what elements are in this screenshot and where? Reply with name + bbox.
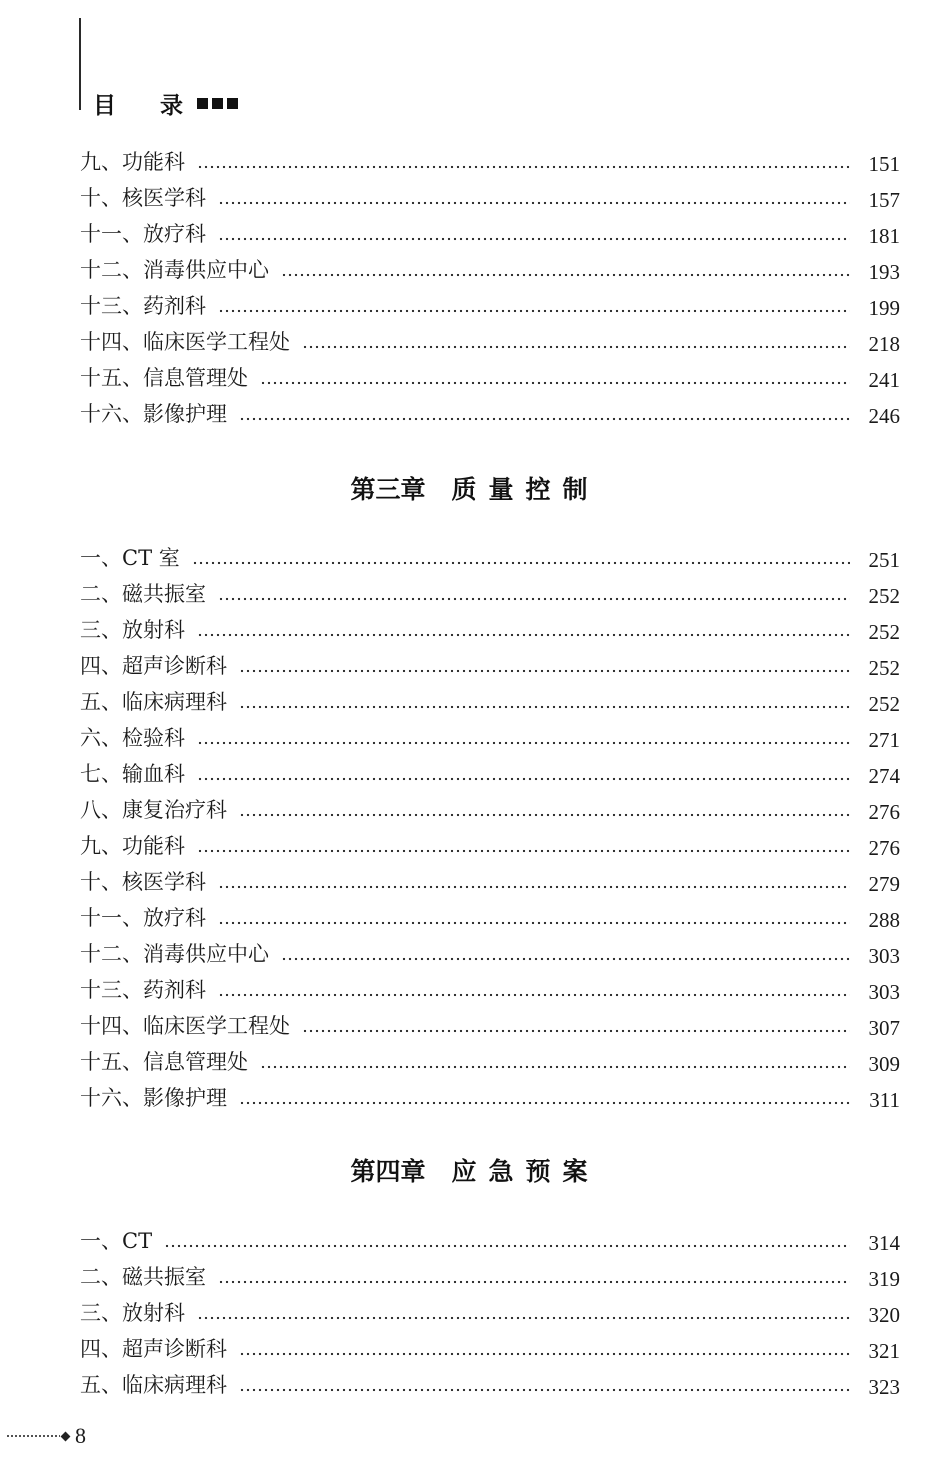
toc-entry-page: 303 [868, 944, 900, 968]
toc-entry-page: 276 [868, 836, 900, 860]
toc-entry [80, 249, 900, 285]
toc-entry [80, 933, 900, 969]
toc-entry-page: 288 [868, 908, 900, 932]
toc-entry-page: 241 [868, 368, 900, 392]
dot-leader [197, 740, 850, 746]
toc-entry [80, 717, 900, 753]
toc-entry [80, 753, 900, 789]
toc-entry-page: 274 [868, 764, 900, 788]
toc-entry-page: 181 [868, 224, 900, 248]
toc-entry [80, 177, 900, 213]
running-head-char-1: 目 [93, 92, 116, 119]
chapter-number: 第三章 [350, 475, 426, 504]
toc-entry [80, 1292, 900, 1328]
toc-entry-page: 321 [868, 1339, 900, 1363]
toc-section-chapter-4 [80, 1220, 900, 1400]
toc-entry [80, 1256, 900, 1292]
dot-leader [218, 920, 850, 926]
dot-leader [239, 812, 850, 818]
toc-entry [80, 573, 900, 609]
toc-entry-page: 279 [868, 872, 900, 896]
toc-entry-label: 十一、放疗科 [80, 222, 206, 246]
toc-entry-label: 九、功能科 [80, 834, 185, 858]
running-head [93, 86, 238, 120]
toc-entry-label: 十六、影像护理 [80, 402, 227, 426]
dot-leader [218, 308, 850, 314]
toc-entry [80, 609, 900, 645]
toc-entry [80, 285, 900, 321]
chapter-heading-3 [0, 470, 950, 506]
toc-entry-label: 六、检验科 [80, 726, 185, 750]
toc-entry [80, 537, 900, 573]
toc-entry-page: 151 [868, 152, 900, 176]
dot-leader [192, 560, 850, 566]
dot-leader [197, 164, 850, 170]
page-number: 8 [75, 1423, 86, 1448]
toc-entry [80, 789, 900, 825]
toc-entry-page: 246 [868, 404, 900, 428]
toc-entry-label: 十三、药剂科 [80, 978, 206, 1002]
chapter-title: 应急预案 [451, 1157, 600, 1186]
page-footer [6, 1422, 86, 1450]
dot-leader [302, 1028, 850, 1034]
toc-entry-page: 252 [868, 620, 900, 644]
toc-entry-label: 十六、影像护理 [80, 1086, 227, 1110]
toc-entry [80, 681, 900, 717]
toc-entry [80, 969, 900, 1005]
toc-entry-label: 十四、临床医学工程处 [80, 1014, 290, 1038]
toc-entry [80, 861, 900, 897]
toc-entry-page: 276 [868, 800, 900, 824]
toc-entry-page: 199 [868, 296, 900, 320]
dot-leader [239, 416, 850, 422]
toc-entry-label: 九、功能科 [80, 150, 185, 174]
dot-leader [281, 956, 850, 962]
toc-entry [80, 1328, 900, 1364]
toc-entry-label: 十、核医学科 [80, 870, 206, 894]
dot-leader [239, 704, 850, 710]
toc-entry-label: 四、超声诊断科 [80, 1337, 227, 1361]
toc-entry-page: 252 [868, 584, 900, 608]
dot-leader [218, 884, 850, 890]
chapter-number: 第四章 [350, 1157, 426, 1186]
running-head-char-2: 录 [160, 92, 183, 119]
toc-entry [80, 1220, 900, 1256]
toc-entry [80, 213, 900, 249]
toc-entry-label: 十五、信息管理处 [80, 1050, 248, 1074]
toc-entry-label: 一、CT [80, 1229, 153, 1253]
running-head-squares-icon [197, 98, 238, 109]
chapter-heading-4 [0, 1152, 950, 1188]
toc-entry-page: 311 [869, 1088, 900, 1112]
toc-entry-page: 303 [868, 980, 900, 1004]
dot-leader [239, 1387, 850, 1393]
toc-entry-page: 157 [868, 188, 900, 212]
toc-entry-label: 七、输血科 [80, 762, 185, 786]
dot-leader [197, 776, 850, 782]
toc-entry [80, 141, 900, 177]
toc-entry [80, 1041, 900, 1077]
toc-entry-page: 251 [868, 548, 900, 572]
toc-entry-label: 十五、信息管理处 [80, 366, 248, 390]
dot-leader [197, 848, 850, 854]
toc-section-continued [80, 141, 900, 429]
toc-entry-page: 319 [868, 1267, 900, 1291]
toc-entry-page: 323 [868, 1375, 900, 1399]
toc-entry-label: 十二、消毒供应中心 [80, 258, 269, 282]
dot-leader [239, 1100, 850, 1106]
dot-leader [281, 272, 850, 278]
toc-entry-label: 十一、放疗科 [80, 906, 206, 930]
toc-entry [80, 321, 900, 357]
toc-entry [80, 825, 900, 861]
toc-entry-page: 252 [868, 692, 900, 716]
toc-entry-label: 五、临床病理科 [80, 690, 227, 714]
dot-leader [302, 344, 850, 350]
toc-entry-page: 309 [868, 1052, 900, 1076]
toc-entry-label: 十四、临床医学工程处 [80, 330, 290, 354]
toc-entry-label: 二、磁共振室 [80, 582, 206, 606]
toc-entry [80, 1077, 900, 1113]
toc-entry-label: 十、核医学科 [80, 186, 206, 210]
diamond-bullet-icon [61, 1431, 71, 1441]
toc-section-chapter-3 [80, 537, 900, 1113]
toc-entry-label: 五、临床病理科 [80, 1373, 227, 1397]
dot-leader [164, 1243, 850, 1249]
dot-leader [239, 668, 850, 674]
toc-entry-page: 271 [868, 728, 900, 752]
toc-entry-page: 307 [868, 1016, 900, 1040]
toc-entry-label: 一、CT 室 [80, 546, 180, 570]
dot-leader [239, 1351, 850, 1357]
toc-entry-page: 252 [868, 656, 900, 680]
dot-leader [197, 632, 850, 638]
toc-entry [80, 1364, 900, 1400]
dot-leader [218, 236, 850, 242]
toc-entry [80, 357, 900, 393]
dot-leader [218, 992, 850, 998]
toc-entry-page: 314 [868, 1231, 900, 1255]
dot-leader [218, 200, 850, 206]
toc-entry-page: 320 [868, 1303, 900, 1327]
toc-entry-label: 十三、药剂科 [80, 294, 206, 318]
toc-entry-label: 三、放射科 [80, 618, 185, 642]
margin-rule [79, 18, 81, 110]
toc-entry [80, 897, 900, 933]
dot-leader [260, 380, 850, 386]
toc-entry-label: 三、放射科 [80, 1301, 185, 1325]
toc-entry-label: 八、康复治疗科 [80, 798, 227, 822]
toc-entry-page: 193 [868, 260, 900, 284]
toc-entry-page: 218 [868, 332, 900, 356]
toc-entry [80, 645, 900, 681]
dot-leader [218, 596, 850, 602]
toc-entry [80, 393, 900, 429]
dot-leader [197, 1315, 850, 1321]
toc-entry-label: 四、超声诊断科 [80, 654, 227, 678]
toc-entry-label: 二、磁共振室 [80, 1265, 206, 1289]
toc-entry [80, 1005, 900, 1041]
dot-leader [218, 1279, 850, 1285]
footer-dot-leader [6, 1434, 60, 1438]
toc-entry-label: 十二、消毒供应中心 [80, 942, 269, 966]
dot-leader [260, 1064, 850, 1070]
chapter-title: 质量控制 [451, 475, 600, 504]
